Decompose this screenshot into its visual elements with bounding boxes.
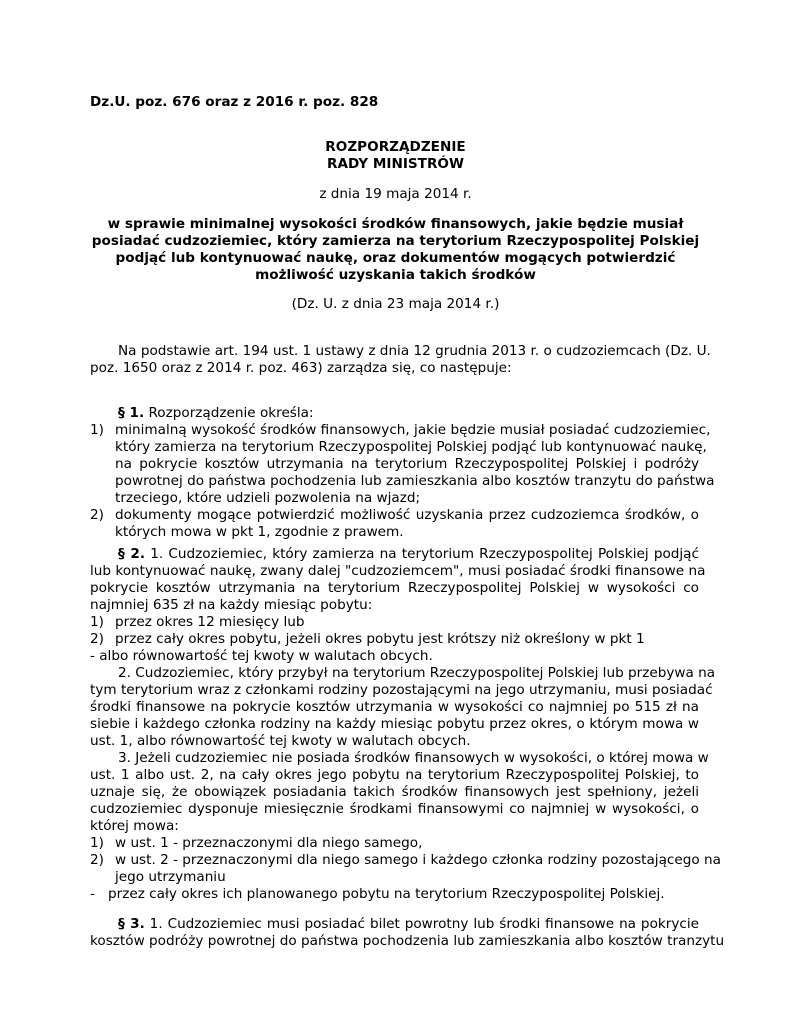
dash-marker: -	[90, 886, 95, 902]
paragraph-line: - albo równowartość tej kwoty w walutach obcych.	[90, 648, 433, 664]
list-item-line: przez okres 12 miesięcy lub	[115, 614, 305, 630]
section-mark: § 3.	[118, 916, 145, 932]
issuing-body: RADY MINISTRÓW	[327, 156, 464, 172]
preamble-line: poz. 1650 oraz z 2014 r. poz. 463) zarządza się, co następuje:	[90, 360, 512, 376]
paragraph-line: której mowa:	[90, 818, 179, 834]
paragraph-line: tym terytorium wraz z członkami rodziny pozostającymi na jego utrzymaniu, musi posiadać	[90, 682, 713, 698]
list-item-line: w ust. 2 - przeznaczonymi dla niego samego i każdego członka rodziny pozostającego na	[115, 852, 721, 868]
list-number: 1)	[90, 835, 104, 851]
section-text: 1. Cudzoziemiec, który zamierza na terytorium Rzeczypospolitej Polskiej podjąć	[145, 546, 699, 562]
list-number: 1)	[90, 614, 104, 630]
paragraph-line: kosztów podróży powrotnej do państwa pochodzenia lub zamieszkania albo kosztów tranzytu	[90, 933, 725, 949]
document-type: ROZPORZĄDZENIE	[325, 139, 466, 155]
list-item-line: trzeciego, które udzieli pozwolenia na wjazd;	[115, 490, 421, 506]
list-item-line: na pokrycie kosztów utrzymania na terytorium Rzeczypospolitej Polskiej i podróży	[115, 456, 699, 472]
paragraph-line: siebie i każdego członka rodziny na każdy miesiąc pobytu przez okres, o którym mowa w	[90, 716, 699, 732]
subject-line: podjąć lub kontynuować naukę, oraz dokumentów mogących potwierdzić	[115, 250, 676, 266]
journal-reference: Dz.U. poz. 676 oraz z 2016 r. poz. 828	[90, 94, 379, 110]
section-mark: § 2.	[118, 546, 146, 562]
list-number: 1)	[90, 422, 104, 438]
list-item-line: minimalną wysokość środków finansowych, jakie będzie musiał posiadać cudzoziemiec,	[115, 422, 711, 438]
paragraph-line: pokrycie kosztów utrzymania na terytorium Rzeczypospolitej Polskiej w wysokości co	[90, 580, 699, 596]
document-date: z dnia 19 maja 2014 r.	[319, 186, 472, 202]
list-number: 2)	[90, 852, 104, 868]
preamble-line: Na podstawie art. 194 ust. 1 ustawy z dnia 12 grudnia 2013 r. o cudzoziemcach (Dz. U.	[118, 343, 711, 359]
list-item-line: dokumenty mogące potwierdzić możliwość uzyskania przez cudzoziemca środków, o	[115, 507, 699, 523]
subject-line: posiadać cudzoziemiec, który zamierza na terytorium Rzeczypospolitej Polskiej	[91, 233, 700, 249]
paragraph-line: przez cały okres ich planowanego pobytu na terytorium Rzeczypospolitej Polskiej.	[108, 886, 665, 902]
list-number: 2)	[90, 507, 104, 523]
list-number: 2)	[90, 631, 104, 647]
section-text: 1. Cudzoziemiec musi posiadać bilet powrotny lub środki finansowe na pokrycie	[144, 916, 700, 932]
subject-line: możliwość uzyskania takich środków	[255, 267, 536, 283]
paragraph-line: ust. 1 albo ust. 2, na cały okres jego pobytu na terytorium Rzeczypospolitej Polskiej, to	[90, 767, 699, 783]
list-item-line: przez cały okres pobytu, jeżeli okres pobytu jest krótszy niż określony w pkt 1	[115, 631, 645, 647]
paragraph-line: uznaje się, że obowiązek posiadania takich środków finansowych jest spełniony, jeżeli	[90, 784, 699, 800]
subject-line: w sprawie minimalnej wysokości środków finansowych, jakie będzie musiał	[107, 216, 684, 232]
paragraph-line: najmniej 635 zł na każdy miesiąc pobytu:	[90, 597, 373, 613]
paragraph-line: środki finansowe na pokrycie kosztów utrzymania w wysokości co najmniej po 515 zł na	[90, 699, 699, 715]
paragraph-line: 2. Cudzoziemiec, który przybył na terytorium Rzeczypospolitej Polskiej lub przebywa na	[118, 665, 716, 681]
list-item-line: powrotnej do państwa pochodzenia lub zamieszkania albo kosztów tranzytu do państwa	[115, 473, 715, 489]
paragraph-line: cudzoziemiec dysponuje miesięcznie środkami finansowymi co najmniej w wysokości, o	[90, 801, 699, 817]
paragraph-line: ust. 1, albo równowartość tej kwoty w walutach obcych.	[90, 733, 471, 749]
publication-note: (Dz. U. z dnia 23 maja 2014 r.)	[291, 296, 500, 312]
paragraph-line: 3. Jeżeli cudzoziemiec nie posiada środków finansowych w wysokości, o której mowa w	[118, 750, 709, 766]
list-item-line: jego utrzymaniu	[115, 869, 226, 885]
section-text: Rozporządzenie określa:	[144, 405, 314, 421]
section-1-intro	[118, 405, 314, 422]
list-item-line: który zamierza na terytorium Rzeczypospolitej Polskiej podjąć lub kontynuować naukę,	[115, 439, 707, 455]
list-item-line: w ust. 1 - przeznaczonymi dla niego samego,	[115, 835, 423, 851]
section-mark: § 1.	[118, 405, 145, 421]
list-item-line: których mowa w pkt 1, zgodnie z prawem.	[115, 524, 404, 540]
section-3-first-line	[118, 916, 699, 933]
section-2-first-line	[118, 546, 699, 563]
paragraph-line: lub kontynuować naukę, zwany dalej "cudzoziemcem", musi posiadać środki finansowe na	[90, 563, 706, 579]
